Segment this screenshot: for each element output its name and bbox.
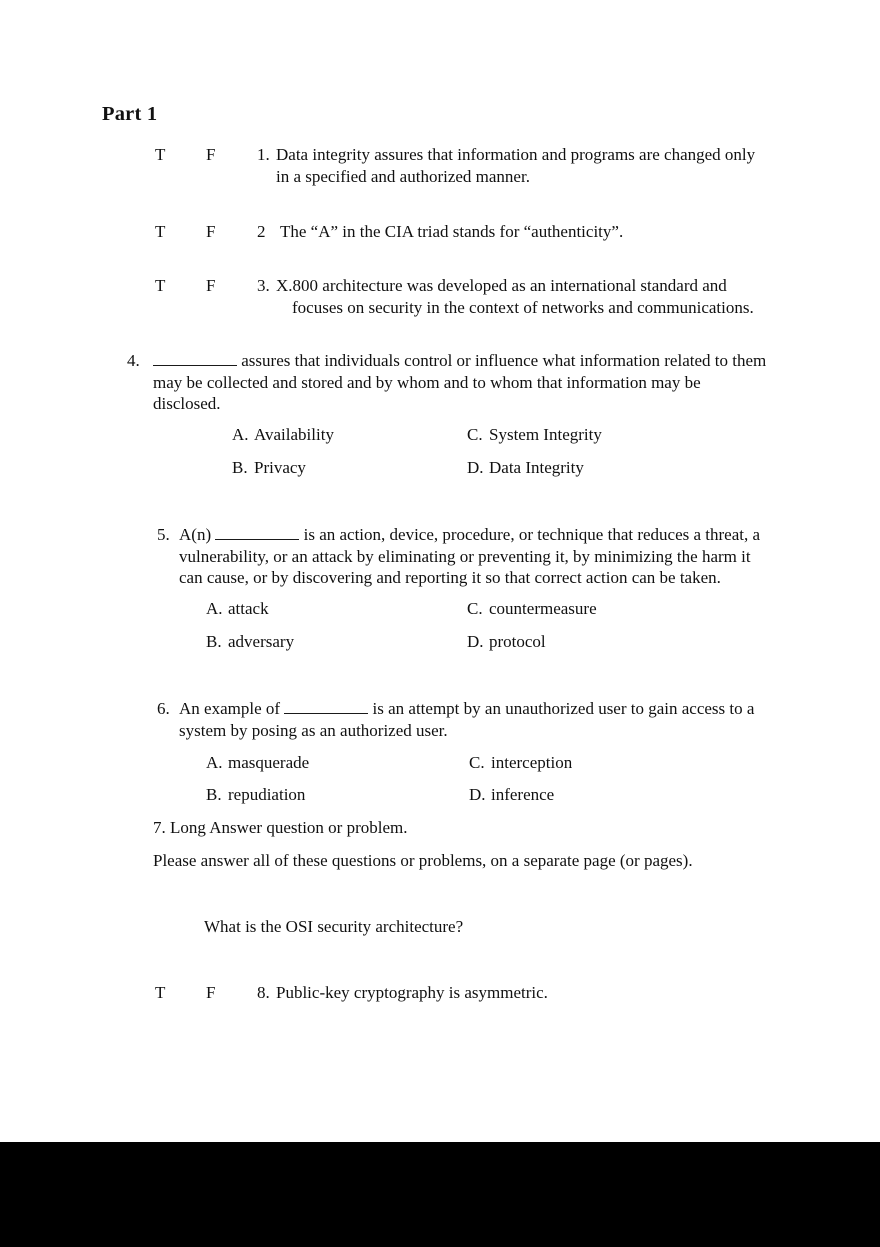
false-option-8[interactable]: F xyxy=(206,983,216,1002)
question-number-3: 3. xyxy=(257,276,270,295)
option-4-a[interactable] xyxy=(232,424,334,446)
question-text-5 xyxy=(179,524,769,589)
option-5-a[interactable] xyxy=(206,598,269,620)
option-6-a[interactable] xyxy=(206,752,309,774)
option-4-d[interactable] xyxy=(467,457,584,479)
option-4-a-label: A. xyxy=(232,425,249,444)
question-text-3 xyxy=(276,275,774,319)
option-5-a-label: A. xyxy=(206,599,223,618)
question-number-5: 5. xyxy=(157,525,170,544)
option-5-c-text: countermeasure xyxy=(489,599,597,618)
option-5-c[interactable] xyxy=(467,598,597,620)
question-number-4: 4. xyxy=(127,351,140,370)
question-3-line-1: X.800 architecture was developed as an international standard and xyxy=(276,276,727,295)
false-option-3[interactable]: F xyxy=(206,276,216,295)
option-4-b-text: Privacy xyxy=(254,458,306,477)
question-number-2: 2 xyxy=(257,222,266,241)
question-6-body: is an attempt by an unauthorized user to gain access to a system by posing as an authorized user. xyxy=(179,699,755,740)
option-5-b-text: adversary xyxy=(228,632,295,651)
option-4-c-label: C. xyxy=(467,425,483,444)
true-option-8[interactable]: T xyxy=(155,983,166,1002)
question-text-1 xyxy=(276,144,774,188)
option-6-c-label: C. xyxy=(469,753,485,772)
option-4-c[interactable] xyxy=(467,424,602,446)
answer-blank-6[interactable] xyxy=(284,698,368,714)
question-text-6 xyxy=(179,698,765,741)
option-6-c-text: interception xyxy=(491,753,573,772)
option-4-d-label: D. xyxy=(467,458,484,477)
answer-blank-5[interactable] xyxy=(215,524,299,540)
question-7-prompt: What is the OSI security architecture? xyxy=(204,917,464,936)
false-option-1[interactable]: F xyxy=(206,145,216,164)
option-4-c-text: System Integrity xyxy=(489,425,602,444)
option-5-b-label: B. xyxy=(206,632,222,651)
question-text-2 xyxy=(280,221,778,243)
question-5-prefix: A(n) xyxy=(179,525,216,544)
option-6-d-label: D. xyxy=(469,785,486,804)
option-6-b-text: repudiation xyxy=(228,785,306,804)
question-7-heading: 7. Long Answer question or problem. xyxy=(153,818,408,837)
question-number-8: 8. xyxy=(257,983,270,1002)
option-6-a-label: A. xyxy=(206,753,223,772)
true-option-2[interactable]: T xyxy=(155,222,166,241)
option-5-a-text: attack xyxy=(228,599,269,618)
true-option-1[interactable]: T xyxy=(155,145,166,164)
option-4-b-label: B. xyxy=(232,458,248,477)
page-title: Part 1 xyxy=(102,103,158,125)
page-bottom-black-bar xyxy=(0,1142,880,1247)
question-5-body: is an action, device, procedure, or technique that reduces a threat, a vulnerability, or an attack by eliminating or preventing it, by minimizing the harm it can cause, or by discovering and reporting it so that correct action can be taken. xyxy=(179,525,761,587)
option-6-b-label: B. xyxy=(206,785,222,804)
option-6-a-text: masquerade xyxy=(228,753,310,772)
option-6-b[interactable] xyxy=(206,784,305,806)
question-number-6: 6. xyxy=(157,699,170,718)
true-option-3[interactable]: T xyxy=(155,276,166,295)
option-5-c-label: C. xyxy=(467,599,483,618)
question-number-1: 1. xyxy=(257,145,270,164)
option-4-d-text: Data Integrity xyxy=(489,458,584,477)
option-6-c[interactable] xyxy=(469,752,572,774)
question-text-4 xyxy=(153,350,768,415)
option-5-d[interactable] xyxy=(467,631,546,653)
option-5-d-text: protocol xyxy=(489,632,546,651)
option-5-d-label: D. xyxy=(467,632,484,651)
option-6-d[interactable] xyxy=(469,784,554,806)
question-8-line-1: Public-key cryptography is asymmetric. xyxy=(276,983,548,1002)
option-6-d-text: inference xyxy=(491,785,555,804)
question-text-8 xyxy=(276,982,774,1004)
answer-blank-4[interactable] xyxy=(153,350,237,366)
option-4-a-text: Availability xyxy=(254,425,334,444)
question-1-line-1: Data integrity assures that information and programs are changed only xyxy=(276,145,756,164)
question-6-prefix: An example of xyxy=(179,699,285,718)
option-5-b[interactable] xyxy=(206,631,294,653)
question-2-line-1: The “A” in the CIA triad stands for “authenticity”. xyxy=(280,222,624,241)
question-4-body: assures that individuals control or influence what information related to them may be collected and stored and by whom and to whom that information may be disclosed. xyxy=(153,351,767,413)
false-option-2[interactable]: F xyxy=(206,222,216,241)
question-7-instruction: Please answer all of these questions or problems, on a separate page (or pages). xyxy=(153,851,693,870)
question-1-line-2: in a specified and authorized manner. xyxy=(276,167,530,186)
option-4-b[interactable] xyxy=(232,457,306,479)
question-3-line-2: focuses on security in the context of networks and communications. xyxy=(292,298,754,317)
